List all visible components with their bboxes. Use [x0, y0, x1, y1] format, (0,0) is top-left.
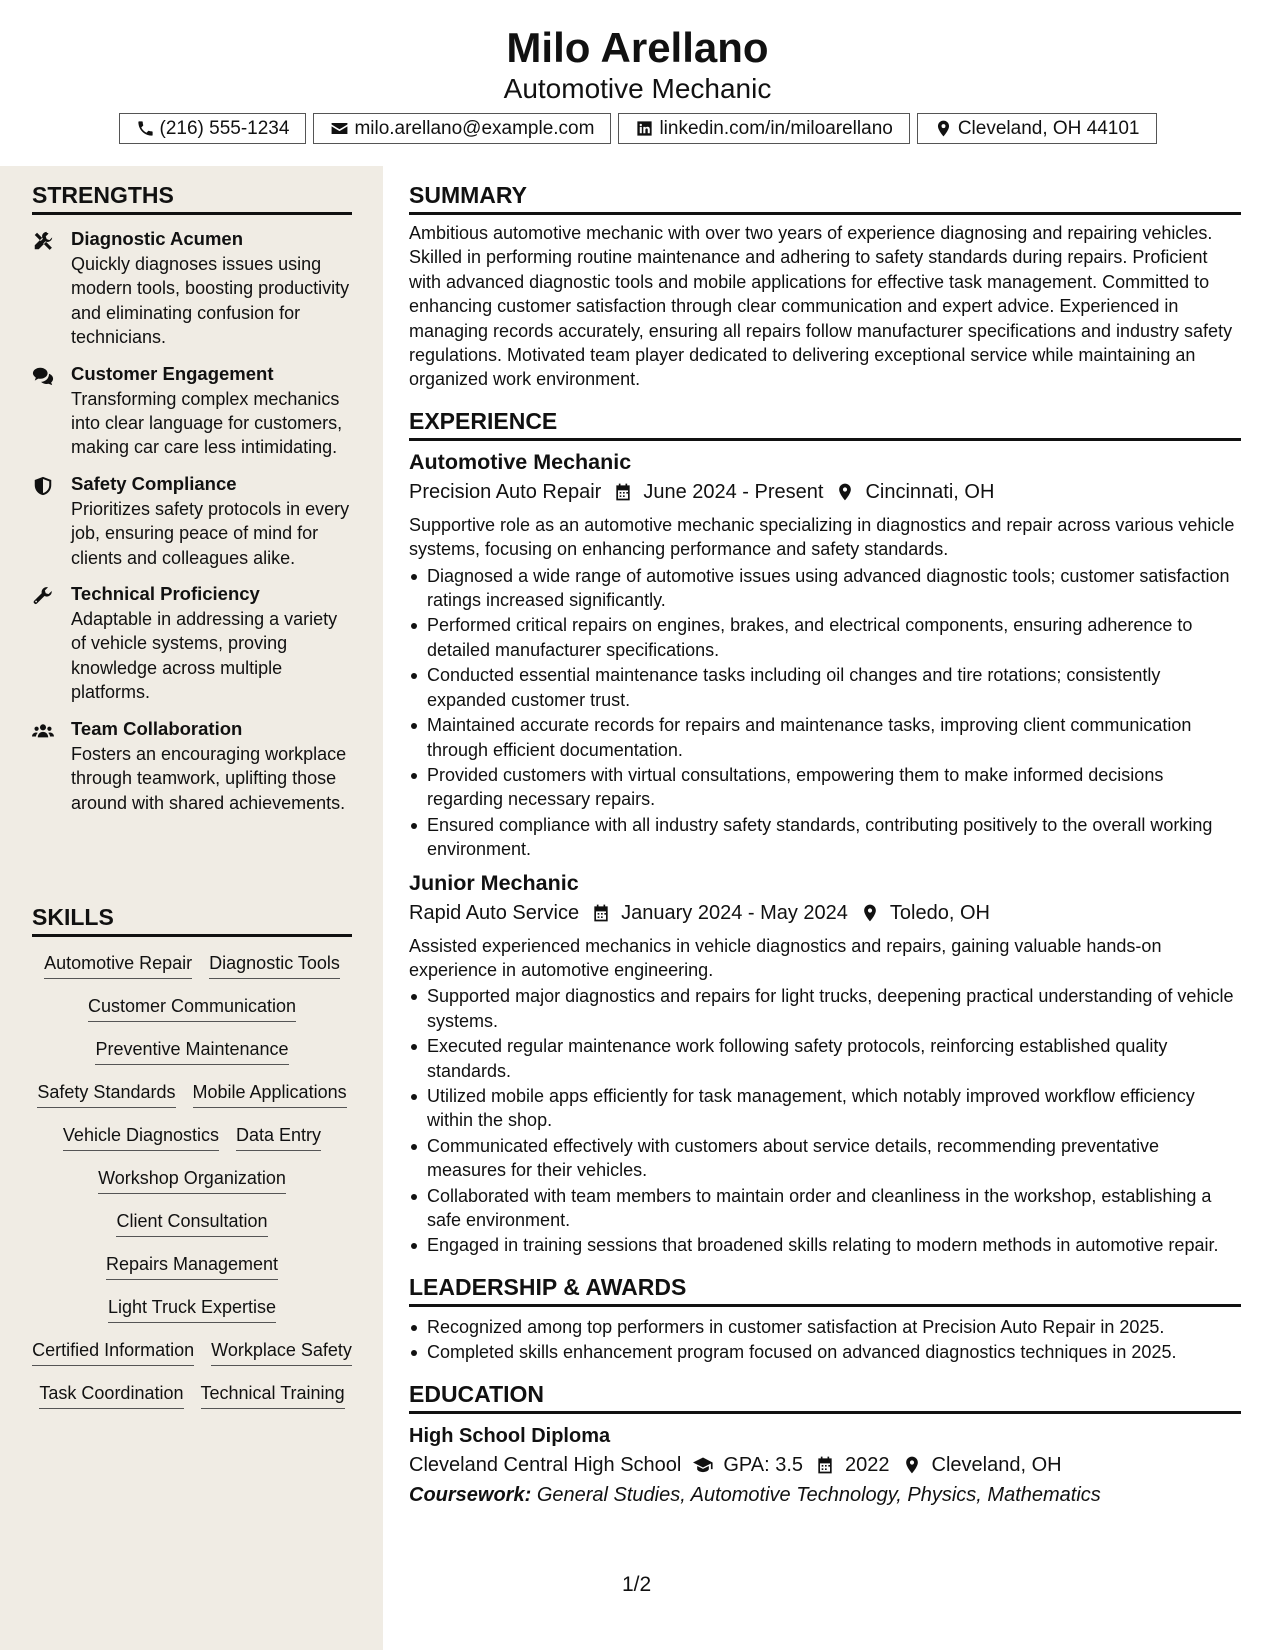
list-item: Conducted essential maintenance tasks including oil changes and tire rotations; consistently expanded customer trust. [409, 663, 1241, 712]
strength-desc: Quickly diagnoses issues using modern tools, boosting productivity and eliminating confusion for technicians. [71, 254, 350, 348]
job-dates: June 2024 - Present [643, 480, 824, 503]
strengths-section [32, 180, 352, 815]
skill-tag: Client Consultation [116, 1208, 267, 1237]
skill-tag: Data Entry [236, 1122, 321, 1151]
shield-icon [32, 475, 54, 497]
strength-item [32, 226, 352, 350]
list-item: Maintained accurate records for repairs and maintenance tasks, improving client communication through efficient documentation. [409, 713, 1241, 762]
gpa: GPA: 3.5 [723, 1453, 804, 1476]
strengths-title: STRENGTHS [32, 180, 352, 215]
skill-tag: Workshop Organization [98, 1165, 286, 1194]
calendar-icon [815, 1455, 835, 1475]
skill-tag: Diagnostic Tools [209, 950, 340, 979]
strength-desc: Prioritizes safety protocols in every job, ensuring peace of mind for clients and colleagues alike. [71, 498, 350, 568]
degree-title: High School Diploma [409, 1424, 611, 1447]
map-marker-icon [860, 903, 880, 923]
main-column [409, 166, 1241, 1510]
job-entry [409, 868, 1241, 1258]
skill-tag: Light Truck Expertise [108, 1294, 276, 1323]
page-number: 1/2 [622, 1573, 652, 1596]
strength-item [32, 471, 352, 570]
education-meta [409, 1450, 1241, 1480]
job-location: Cincinnati, OH [865, 480, 995, 503]
job-title: Automotive Mechanic [409, 449, 632, 474]
job-meta [409, 477, 1241, 507]
experience-title: EXPERIENCE [409, 406, 1241, 441]
candidate-name: Milo Arellano [506, 24, 769, 71]
contact-phone [119, 113, 307, 144]
list-item: Executed regular maintenance work following safety protocols, reinforcing established quality standards. [409, 1034, 1241, 1083]
job-desc: Supportive role as an automotive mechanic specializing in diagnostics and repair across various vehicle systems, focusing on enhancing performance and safety standards. [409, 514, 1235, 560]
awards-list [409, 1315, 1241, 1365]
strength-title: Diagnostic Acumen [71, 228, 244, 249]
skills-section [32, 902, 352, 1409]
map-marker-icon [902, 1455, 922, 1475]
list-item: Diagnosed a wide range of automotive issues using advanced diagnostic tools; customer satisfaction ratings increased significantly. [409, 564, 1241, 613]
strength-desc: Fosters an encouraging workplace through teamwork, uplifting those around with shared achievements. [71, 743, 347, 813]
list-item: Recognized among top performers in customer satisfaction at Precision Auto Repair in 2025. [409, 1315, 1241, 1339]
list-item: Supported major diagnostics and repairs for light trucks, deepening practical understanding of vehicle systems. [409, 984, 1241, 1033]
skill-tag: Automotive Repair [44, 950, 192, 979]
sidebar [0, 166, 383, 1650]
contact-linkedin[interactable] [618, 113, 909, 144]
job-bullets [409, 564, 1241, 862]
job-title: Junior Mechanic [409, 870, 579, 895]
skill-tag: Safety Standards [37, 1079, 175, 1108]
strength-desc: Transforming complex mechanics into clear language for customers, making car care less intimidating. [71, 388, 343, 458]
skill-tag: Task Coordination [39, 1380, 183, 1409]
coursework-list: General Studies, Automotive Technology, Physics, Mathematics [536, 1483, 1101, 1506]
list-item: Ensured compliance with all industry safety standards, contributing positively to the overall working environment. [409, 813, 1241, 862]
contact-email[interactable] [313, 113, 611, 144]
awards-title: LEADERSHIP & AWARDS [409, 1272, 1241, 1307]
comments-icon [32, 365, 54, 387]
job-bullets [409, 984, 1241, 1257]
tools-icon [32, 230, 54, 252]
skills-title: SKILLS [32, 902, 352, 937]
job-dates: January 2024 - May 2024 [621, 901, 848, 924]
graduation-year: 2022 [845, 1453, 890, 1476]
skill-tag: Certified Information [32, 1337, 194, 1366]
graduation-cap-icon [693, 1455, 713, 1475]
list-item: Completed skills enhancement program focused on advanced diagnostics techniques in 2025. [409, 1340, 1241, 1364]
list-item: Communicated effectively with customers about service details, recommending preventative measures for their vehicles. [409, 1134, 1241, 1183]
strength-title: Safety Compliance [71, 472, 237, 494]
strength-title: Customer Engagement [71, 362, 274, 384]
school-name: Cleveland Central High School [409, 1453, 682, 1476]
strength-item [32, 361, 352, 460]
job-location: Toledo, OH [889, 901, 990, 924]
strength-desc: Adaptable in addressing a variety of vehicle systems, proving knowledge across multiple platforms. [71, 609, 338, 703]
map-marker-icon [934, 119, 953, 138]
list-item: Engaged in training sessions that broadened skills relating to modern methods in automotive repair. [409, 1233, 1241, 1257]
location-text: Cleveland, OH 44101 [957, 117, 1140, 139]
job-entry [409, 447, 1241, 862]
strength-title: Technical Proficiency [71, 583, 260, 605]
calendar-icon [591, 903, 611, 923]
skill-tag: Workplace Safety [211, 1337, 352, 1366]
candidate-role: Automotive Mechanic [503, 73, 772, 104]
phone-icon [136, 119, 155, 138]
list-item: Utilized mobile apps efficiently for task management, which notably improved workflow efficiency within the shop. [409, 1084, 1241, 1133]
contact-location [917, 113, 1157, 144]
coursework [409, 1480, 1241, 1510]
list-item: Performed critical repairs on engines, brakes, and electrical components, ensuring adherence to detailed manufacturer specifications. [409, 613, 1241, 662]
contact-bar [0, 113, 1275, 144]
skill-tag: Repairs Management [106, 1251, 278, 1280]
list-item: Collaborated with team members to maintain order and cleanliness in the workshop, establishing a safe environment. [409, 1184, 1241, 1233]
skill-tag: Technical Training [201, 1380, 345, 1409]
linkedin-text: linkedin.com/in/miloarellano [659, 117, 893, 139]
email-text: milo.arellano@example.com [354, 117, 595, 139]
skill-tag: Preventive Maintenance [95, 1036, 288, 1065]
skill-tag: Vehicle Diagnostics [63, 1122, 219, 1151]
summary-text: Ambitious automotive mechanic with over two years of experience diagnosing and repairing vehicles. Skilled in performing routine maintenance and adhering to safety standards during repairs. Proficient with advanced diagnostic tools and mobile applications for effective task management. Committed to enhancing customer satisfaction through clear communication and expert advice. Experienced in managing records accurately, ensuring all repairs follow manufacturer specifications and industry safety regulations. Motivated team player dedicated to delivering exceptional service while maintaining an organized work environment. [409, 223, 1233, 390]
strength-title: Team Collaboration [71, 717, 243, 739]
calendar-icon [613, 482, 633, 502]
coursework-label: Coursework: [409, 1483, 532, 1506]
job-desc: Assisted experienced mechanics in vehicle diagnostics and repairs, gaining valuable hands-on experience in automotive engineering. [409, 935, 1162, 980]
strength-item [32, 581, 352, 705]
school-location: Cleveland, OH [931, 1453, 1062, 1476]
education-title: EDUCATION [409, 1379, 1241, 1414]
skill-tag: Customer Communication [88, 993, 296, 1022]
wrench-icon [32, 585, 54, 607]
strength-item [32, 716, 352, 815]
linkedin-icon [635, 119, 654, 138]
job-company: Rapid Auto Service [409, 901, 580, 924]
summary-title: SUMMARY [409, 180, 1241, 215]
users-icon [32, 720, 54, 742]
job-meta [409, 898, 1241, 928]
list-item: Provided customers with virtual consultations, empowering them to make informed decisions regarding necessary repairs. [409, 763, 1241, 812]
map-marker-icon [835, 482, 855, 502]
skill-tag: Mobile Applications [193, 1079, 347, 1108]
job-company: Precision Auto Repair [409, 480, 602, 503]
phone-text: (216) 555-1234 [159, 117, 290, 139]
envelope-icon [330, 119, 349, 138]
skills-list [32, 950, 352, 1409]
